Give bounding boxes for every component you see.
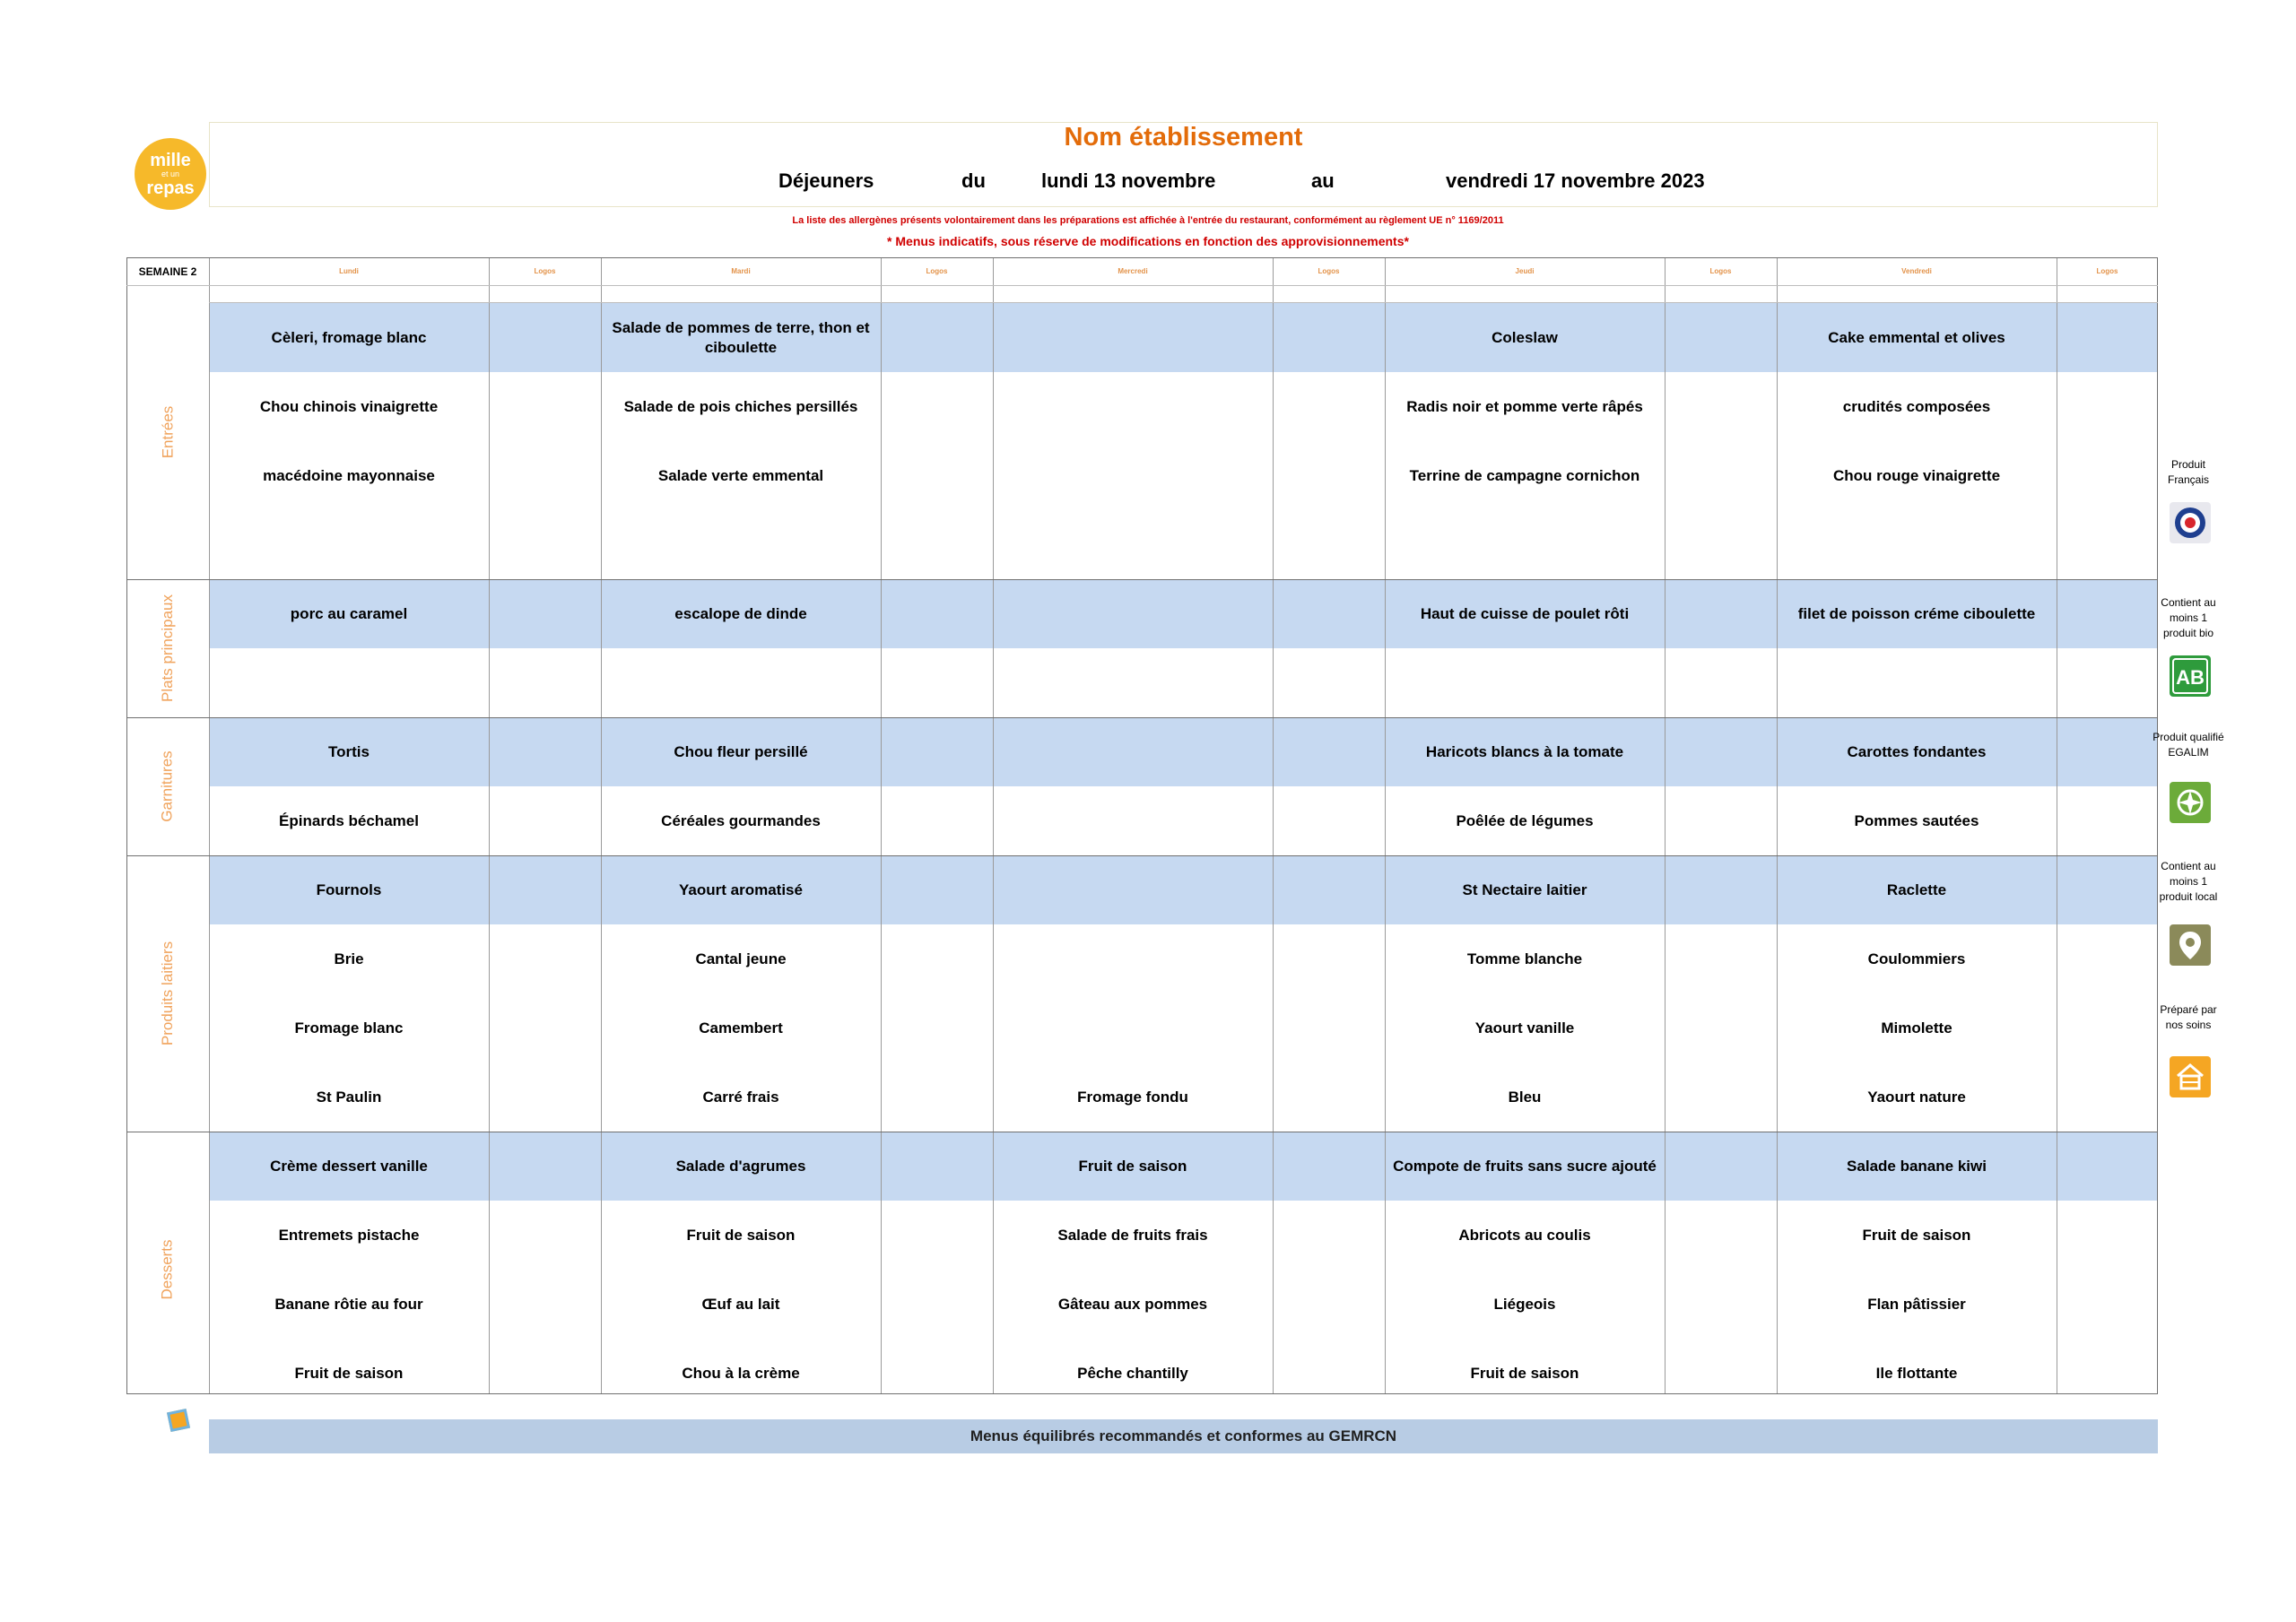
column-divider [881,257,882,1394]
column-divider [1273,257,1274,1394]
menu-item: Brie [334,950,364,967]
legend-label: Produit qualifié EGALIM [2152,731,2224,759]
menu-item [993,372,1273,441]
menu-item: filet de poisson créme ciboulette [1797,604,2036,622]
section-label [126,579,209,717]
menu-item: Fruit de saison [1078,1157,1187,1175]
menu-item: Haut de cuisse de poulet rôti [1420,604,1630,622]
column-header: Mercredi [1118,267,1148,275]
menu-item: Abricots au coulis [1458,1226,1591,1244]
logo-line-2: et un [161,169,180,178]
menu-item: St Paulin [316,1088,382,1106]
menu-item: Yaourt aromatisé [679,880,803,898]
house-icon [2170,1056,2211,1097]
menu-item: Flan pâtissier [1867,1295,1966,1313]
menu-item: Radis noir et pomme verte râpés [1406,397,1643,415]
section-label-text: Garnitures [159,750,176,822]
menu-item [993,855,1273,924]
column-header: Logos [1318,267,1340,275]
menu-item: Épinards béchamel [279,811,419,829]
svg-text:AB: AB [2176,666,2205,689]
to-label: au [1311,169,1335,192]
menu-item: Fromage fondu [1077,1088,1188,1106]
menu-item: Coulommiers [1867,950,1966,967]
column-divider [2157,257,2158,1394]
section-label [126,285,209,579]
location-pin-icon [2170,924,2211,966]
menu-item: Mimolette [1881,1019,1952,1037]
menu-item: Entremets pistache [278,1226,420,1244]
legend-label: Contient au moins 1 produit bio [2161,596,2216,639]
menu-item: Coleslaw [1492,328,1558,346]
menu-item: Salade d'agrumes [675,1157,806,1175]
menu-item: Haricots blancs à la tomate [1425,742,1624,760]
menu-item: Pommes sautées [1854,811,1979,829]
menu-item: macédoine mayonnaise [263,466,435,484]
column-header: Logos [2096,267,2118,275]
from-label: du [961,169,986,192]
logo [135,138,206,210]
menu-item: Carottes fondantes [1847,742,1987,760]
french-roundel-icon [2170,502,2211,543]
column-header: Logos [534,267,556,275]
menu-item: Cake emmental et olives [1828,328,2005,346]
establishment-title: Nom établissement [1064,123,1303,152]
menu-item: Bleu [1508,1088,1542,1106]
menu-item: Raclette [1886,880,1947,898]
menu-item: Banane rôtie au four [274,1295,423,1313]
legend-label: Préparé par nos soins [2160,1003,2217,1031]
menu-item [993,717,1273,786]
menu-item: Fournols [316,880,382,898]
menu-item: Chou chinois vinaigrette [259,397,439,415]
menu-item: Tortis [328,742,370,760]
menu-item: Ile flottante [1875,1364,1958,1382]
menu-item: Chou fleur persillé [674,742,808,760]
menu-item: Salade de fruits frais [1057,1226,1208,1244]
menu-item [993,993,1273,1063]
menu-item: porc au caramel [290,604,408,622]
from-date: lundi 13 novembre [1041,169,1216,192]
menu-item: St Nectaire laitier [1462,880,1587,898]
section-label [126,855,209,1132]
column-header: Logos [1709,267,1732,275]
column-divider [489,257,490,1394]
menu-item: Œuf au lait [701,1295,780,1313]
menu-item: crudités composées [1842,397,1991,415]
menu-item: Carré frais [702,1088,779,1106]
menu-item: Chou rouge vinaigrette [1832,466,2001,484]
column-header: Vendredi [1901,267,1932,275]
sticker-icon [167,1409,190,1432]
menu-item: Fruit de saison [294,1364,404,1382]
to-date: vendredi 17 novembre 2023 [1446,169,1705,192]
section-label [126,717,209,855]
menu-item: Poêlée de légumes [1456,811,1594,829]
menu-item: Tomme blanche [1466,950,1583,967]
legend-label: Produit Français [2167,458,2209,486]
section-label-text: Plats principaux [159,594,177,703]
menu-item [993,786,1273,855]
menu-item: Cèleri, fromage blanc [271,328,427,346]
menu-item: Fruit de saison [1470,1364,1579,1382]
menu-item: Liégeois [1493,1295,1556,1313]
menu-item: Yaourt vanille [1474,1019,1575,1037]
menu-item: Salade verte emmental [657,466,824,484]
menu-item: Terrine de campagne cornichon [1409,466,1640,484]
egalim-icon [2170,782,2211,823]
week-label: SEMAINE 2 [138,265,197,278]
menu-item: Camembert [699,1019,783,1037]
section-label-text: Desserts [158,1239,176,1300]
menu-item: Salade de pommes de terre, thon et ciboulette [612,319,870,356]
menu-item: Salade banane kiwi [1847,1157,1987,1175]
column-header: Lundi [339,267,359,275]
footer-banner: Menus équilibrés recommandés et conformes au GEMRCN [209,1419,2158,1453]
section-label-text: Entrées [159,405,176,459]
logo-line-3: repas [146,178,195,198]
menu-item: Crème dessert vanille [270,1157,428,1175]
menu-item: Fruit de saison [686,1226,796,1244]
menu-item: escalope de dinde [674,604,807,622]
menu-item: Cantal jeune [695,950,787,967]
column-header: Logos [926,267,948,275]
meal-label: Déjeuners [778,169,874,192]
menu-item: Gâteau aux pommes [1057,1295,1208,1313]
menu-item: Salade de pois chiches persillés [623,397,858,415]
menu-item: Pêche chantilly [1077,1364,1188,1382]
menu-item: Céréales gourmandes [661,811,821,829]
logo-line-1: mille [150,150,191,170]
menu-item: Fruit de saison [1862,1226,1971,1244]
menu-grid [126,257,2158,1394]
legend-label: Contient au moins 1 produit local [2159,860,2218,903]
indicative-note: * Menus indicatifs, sous réserve de modifications en fonction des approvisionnements* [887,234,1409,248]
menu-item [993,924,1273,993]
column-header: Jeudi [1515,267,1535,275]
allergen-note: La liste des allergènes présents volontairement dans les préparations est affichée à l'entrée du restaurant, conformément au règlement UE n° 1169/2011 [792,215,1504,226]
header-divider [126,285,2158,286]
section-label-text: Produits laitiers [159,941,176,1046]
menu-item [993,579,1273,648]
menu-item: Fromage blanc [294,1019,404,1037]
menu-item: Compote de fruits sans sucre ajouté [1393,1157,1657,1175]
menu-item [993,303,1273,372]
section-label [126,1132,209,1408]
menu-item: Yaourt nature [1867,1088,1966,1106]
menu-item [993,441,1273,510]
ab-organic-icon [2170,655,2211,697]
menu-item: Chou à la crème [682,1364,800,1382]
column-header: Mardi [731,267,751,275]
